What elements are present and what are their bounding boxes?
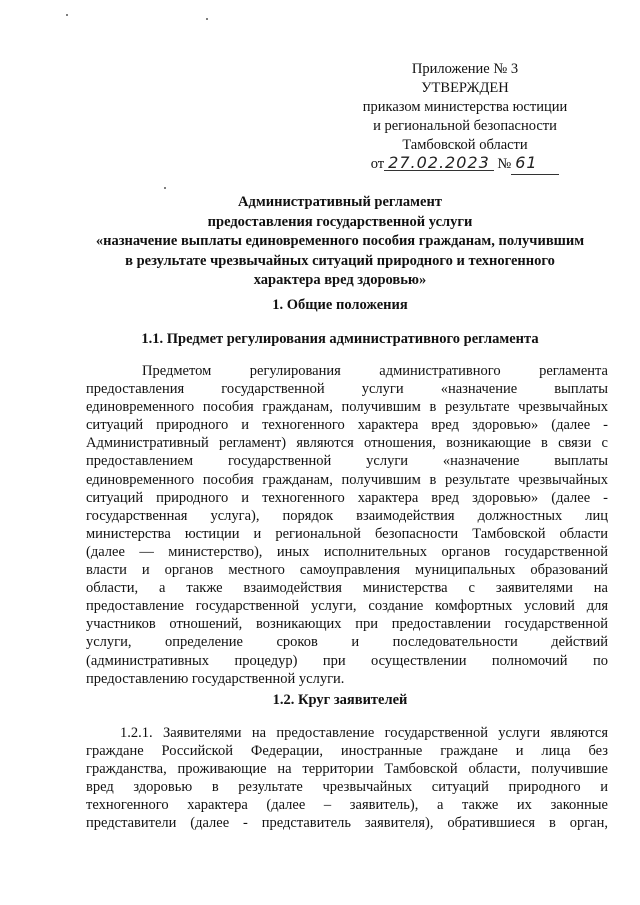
scan-speck	[66, 14, 68, 16]
text-line: области, а также взаимодействия министерства с заявителями на	[86, 580, 608, 597]
handwritten-number: 61	[515, 153, 538, 172]
text-line: предоставлению государственной услуги.	[86, 670, 345, 687]
text-line: ситуаций природного и техногенного характера вред здоровью» (далее -	[86, 417, 608, 434]
title-line: характера вред здоровью»	[253, 272, 427, 288]
text-line: министерства юстиции и региональной безопасности Тамбовской области	[86, 525, 608, 542]
text-line: (далее — министерство), иных исполнительных органов государственной	[86, 543, 608, 560]
scan-speck	[164, 187, 166, 189]
text-line: единовременного пособия гражданам, получившим в результате чрезвычайных	[86, 399, 608, 416]
text-line: предоставлением государственной услуги «назначение выплаты	[86, 453, 608, 470]
title-line: Административный регламент	[238, 194, 442, 210]
text-line: вред здоровью в результате чрезвычайных ситуаций природного и	[86, 779, 608, 796]
text-line: ситуаций природного и техногенного характера вред здоровью» (далее -	[86, 489, 608, 506]
subsection-heading: 1.1. Предмет регулирования административного регламента	[141, 331, 539, 347]
ministry-line: и региональной безопасности	[373, 118, 557, 134]
appendix-number: Приложение № 3	[411, 61, 519, 77]
title-line: в результате чрезвычайных ситуаций природного и техногенного	[125, 252, 555, 269]
text-line: гражданства, проживающие на территории Тамбовской области, получившие	[86, 761, 608, 778]
text-line: государственная услуга), порядок взаимодействия должностных лиц	[86, 507, 608, 524]
text-line: (административных процедур) при осуществлении полномочий по	[86, 652, 608, 669]
order-line: приказом министерства юстиции	[362, 99, 568, 115]
text-line: представители (далее - представитель заявителя), обратившиеся в орган,	[86, 815, 608, 832]
subsection-heading: 1.2. Круг заявителей	[272, 692, 408, 708]
text-line: участников отношений, возникающих при предоставлении государственной	[86, 616, 608, 633]
text-line: предоставление государственной услуги, создание комфортных условий для	[86, 598, 608, 615]
date-prefix: от	[370, 156, 385, 172]
title-line: предоставления государственной услуги	[207, 213, 473, 230]
approved-label: УТВЕРЖДЕН	[421, 80, 509, 96]
text-line: предоставления государственной услуги «назначение выплаты	[86, 381, 608, 398]
approval-block	[340, 60, 590, 175]
paragraph-subject	[86, 362, 608, 688]
date-number-line	[340, 155, 590, 175]
region-line: Тамбовской области	[402, 137, 528, 153]
text-line: граждане Российской Федерации, иностранные граждане и лица без	[86, 743, 608, 760]
text-line: власти и органов местного самоуправления муниципальных образований	[86, 562, 608, 579]
number-prefix: №	[497, 156, 512, 172]
text-line: услуги, определение сроков и последовательности действий	[86, 634, 608, 651]
text-line: единовременного пособия гражданам, получившим в результате чрезвычайных	[86, 471, 608, 488]
text-line: техногенного характера (далее – заявитель), а также их законные	[86, 797, 608, 814]
paragraph-applicants	[86, 724, 608, 833]
text-line: Предметом регулирования административного регламента	[142, 363, 608, 379]
title-line: «назначение выплаты единовременного пособия гражданам, получившим	[95, 233, 585, 249]
section-heading: 1. Общие положения	[272, 297, 408, 313]
text-line: Административный регламент) являются отношения, возникающие в связи с	[86, 435, 608, 452]
handwritten-date: 27.02.2023	[384, 155, 494, 171]
document-title	[70, 193, 610, 291]
scan-speck	[206, 18, 208, 20]
text-line: 1.2.1. Заявителями на предоставление государственной услуги являются	[120, 725, 608, 741]
